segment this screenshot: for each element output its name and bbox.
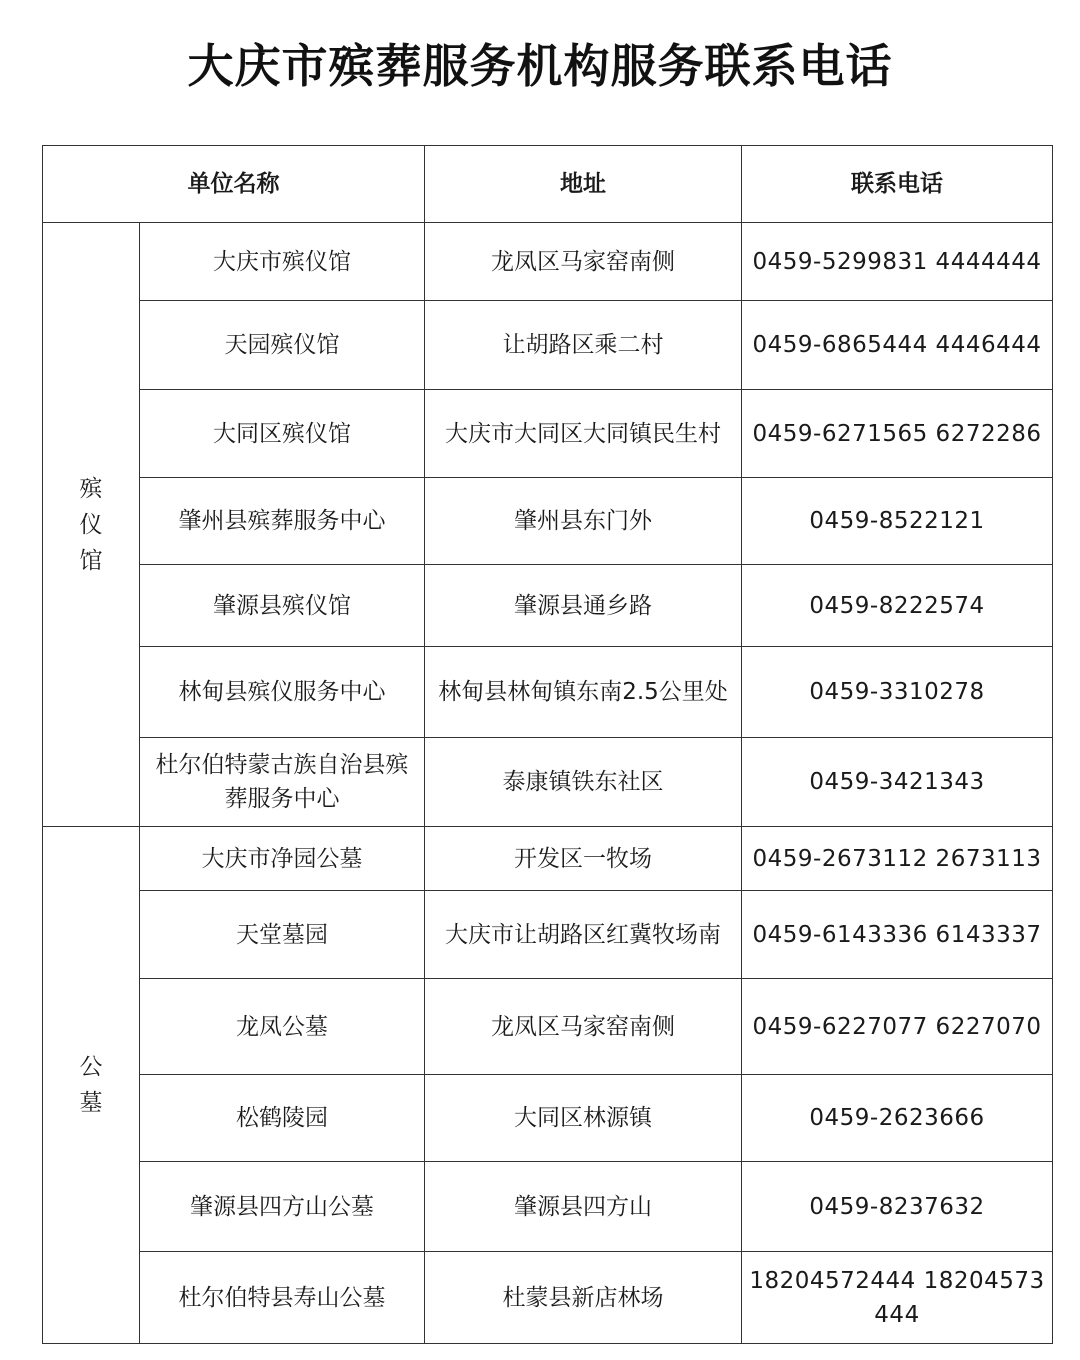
contact-table	[42, 145, 1053, 1344]
address-cell: 大庆市大同区大同镇民生村	[425, 390, 742, 478]
address-cell: 肇源县通乡路	[425, 565, 742, 647]
table-row	[43, 979, 1053, 1075]
table-row	[43, 891, 1053, 979]
unit-name-cell: 天堂墓园	[140, 891, 425, 979]
phone-cell: 0459-6227077 6227070	[742, 979, 1053, 1075]
unit-name-cell: 肇源县四方山公墓	[140, 1162, 425, 1252]
category-label: 殡仪馆	[79, 475, 103, 574]
unit-name-cell: 龙凤公墓	[140, 979, 425, 1075]
phone-cell: 0459-8222574	[742, 565, 1053, 647]
unit-name-cell: 肇源县殡仪馆	[140, 565, 425, 647]
address-cell: 大庆市让胡路区红冀牧场南	[425, 891, 742, 979]
phone-cell: 0459-5299831 4444444	[742, 223, 1053, 301]
header-phone: 联系电话	[742, 146, 1053, 223]
unit-name-cell: 大庆市净园公墓	[140, 827, 425, 891]
address-cell: 龙凤区马家窑南侧	[425, 979, 742, 1075]
table-row	[43, 478, 1053, 565]
unit-name-cell: 林甸县殡仪服务中心	[140, 647, 425, 738]
unit-name-cell: 杜尔伯特蒙古族自治县殡葬服务中心	[140, 738, 425, 827]
page-title: 大庆市殡葬服务机构服务联系电话	[187, 39, 893, 93]
table-row	[43, 647, 1053, 738]
address-cell: 大同区林源镇	[425, 1075, 742, 1162]
phone-cell: 0459-2623666	[742, 1075, 1053, 1162]
unit-name-cell: 杜尔伯特县寿山公墓	[140, 1252, 425, 1344]
table-row	[43, 301, 1053, 390]
address-cell: 让胡路区乘二村	[425, 301, 742, 390]
category-cell	[43, 223, 140, 827]
address-cell: 肇源县四方山	[425, 1162, 742, 1252]
table-row	[43, 223, 1053, 301]
category-cell	[43, 827, 140, 1344]
unit-name-cell: 松鹤陵园	[140, 1075, 425, 1162]
header-unit-name: 单位名称	[43, 146, 425, 223]
header-address: 地址	[425, 146, 742, 223]
address-cell: 泰康镇铁东社区	[425, 738, 742, 827]
table-row	[43, 827, 1053, 891]
unit-name-cell: 大庆市殡仪馆	[140, 223, 425, 301]
unit-name-cell: 天园殡仪馆	[140, 301, 425, 390]
address-cell: 杜蒙县新店林场	[425, 1252, 742, 1344]
phone-cell: 0459-8237632	[742, 1162, 1053, 1252]
address-cell: 龙凤区马家窑南侧	[425, 223, 742, 301]
phone-cell: 0459-6865444 4446444	[742, 301, 1053, 390]
table-row	[43, 1162, 1053, 1252]
phone-cell: 0459-2673112 2673113	[742, 827, 1053, 891]
category-label: 公墓	[79, 1054, 103, 1116]
unit-name-cell: 大同区殡仪馆	[140, 390, 425, 478]
table-row	[43, 390, 1053, 478]
header-row	[43, 146, 1053, 223]
address-cell: 林甸县林甸镇东南2.5公里处	[425, 647, 742, 738]
phone-cell: 0459-8522121	[742, 478, 1053, 565]
phone-cell: 0459-3310278	[742, 647, 1053, 738]
table-row	[43, 1075, 1053, 1162]
unit-name-cell: 肇州县殡葬服务中心	[140, 478, 425, 565]
address-cell: 肇州县东门外	[425, 478, 742, 565]
phone-cell: 0459-6271565 6272286	[742, 390, 1053, 478]
phone-cell: 0459-6143336 6143337	[742, 891, 1053, 979]
table-row	[43, 738, 1053, 827]
phone-cell: 0459-3421343	[742, 738, 1053, 827]
table-row	[43, 565, 1053, 647]
phone-cell: 18204572444 18204573444	[742, 1252, 1053, 1344]
table-row	[43, 1252, 1053, 1344]
address-cell: 开发区一牧场	[425, 827, 742, 891]
